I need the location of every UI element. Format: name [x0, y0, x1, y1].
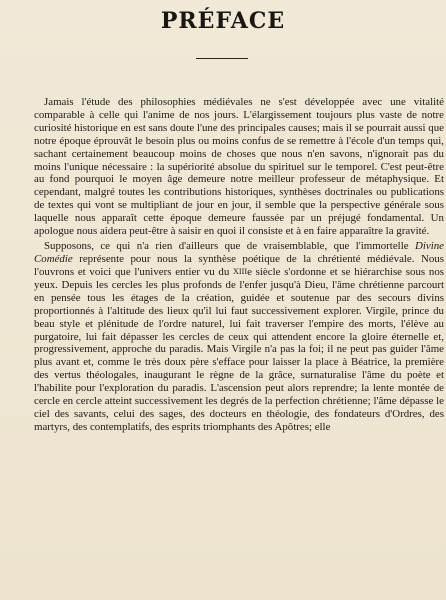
title-divider: [196, 58, 248, 59]
page-title: PRÉFACE: [160, 8, 286, 34]
paragraph-2-part-2: représente pour nous la synthèse poétique de la chrétienté médiévale. Nous l'ouvrons et voici que l'univers entier vu du: [34, 252, 444, 278]
paragraph-2-part-1: Supposons, ce qui n'a rien d'ailleurs que de vraisemblable, que l'immortelle: [44, 239, 415, 252]
paragraph-1: Jamais l'étude des philosophies médiévales ne s'est développée avec une vitalité comparable à celle qui l'anime de nos jours. L'élargissement toujours plus vaste de notre curiosité historique en est sans doute l'une des principales causes; mais il se pourrait aussi que notre époque éprouvât le besoin plus ou moins confus de se remettre à l'école d'un temps qui, sachant certainement beaucoup moins de choses que nous n'en savons, n'ignorait pas du moins l'unique nécessaire : la supériorité absolue du spirituel sur le temporel. C'est peut-être au fond pourquoi le moyen âge demeure notre meilleur professeur de métaphysique. Et cependant, malgré toutes les contributions historiques, synthèses doctrinales ou publications de textes qui vont se multipliant de jour en jour, il semble que la perspective générale sous laquelle nous apparaît cette époque demeure faussée par un préjugé fondamental. Un apologue nous aidera peut-être à saisir en quoi il consiste et à en faire apparaître la gravité.: [34, 96, 444, 238]
century-numeral: XIII: [233, 266, 248, 276]
paragraph-2: [34, 240, 444, 434]
body-text: [34, 96, 444, 434]
paragraph-2-part-3: e siècle s'ordonne et se hiérarchise sous nos yeux. Depuis les cercles les plus profonds de l'enfer jusqu'à Dieu, l'âme chrétienne parcourt en pensée tous les étages de la création, guidée et soutenue par des secours divins proportionnés à l'altitude des lieux qu'il lui faut successivement explorer. Virgile, prince du beau style et plénitude de l'ordre naturel, lui fait traverser l'empire des morts, l'élève au purgatoire, lui fait dépasser les cercles de ceux qui attendent encore la gloire éternelle et, progressivement, approche du paradis. Mais Virgile n'a pas la foi; il ne peut pas guider l'âme plus avant et, comme le très doux père s'efface pour laisser la place à Béatrice, la première des vertus théologales, inaugurant le règne de la grâce, surnaturalise l'âme du poète et l'habilite pour l'exploration du paradis. L'ascension peut alors reprendre; la lente montée de cercle en cercle atteint successivement les degrés de la perfection chrétienne; l'âme dépasse le ciel des savants, celui des sages, des docteurs en théologie, des fondateurs d'Ordres, des martyrs, des contemplatifs, des esprits triomphants des Apôtres; elle: [34, 265, 444, 433]
work-title: Divine Comédie: [34, 239, 444, 265]
